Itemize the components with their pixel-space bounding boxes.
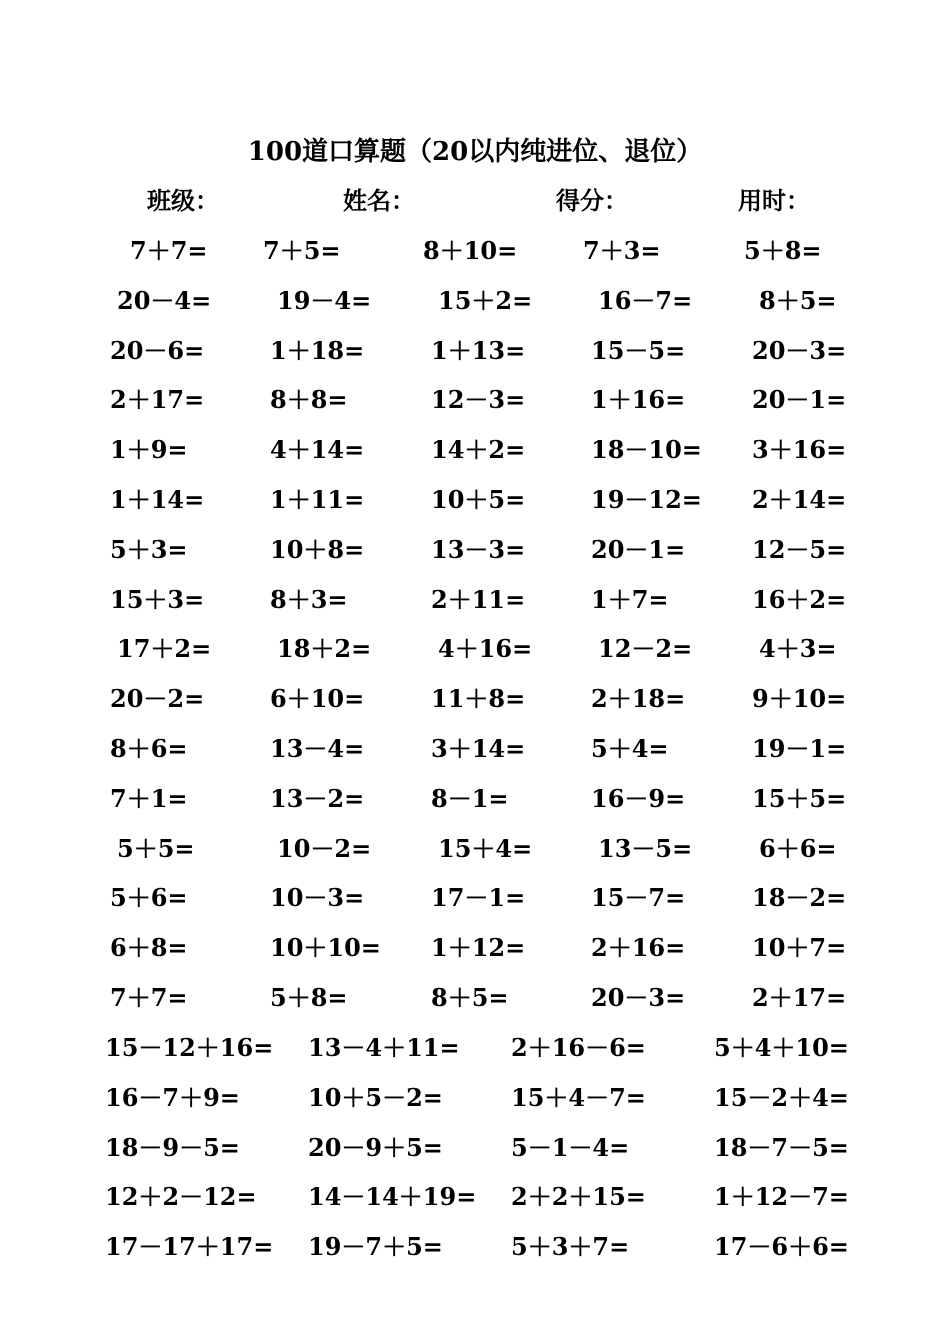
problem-item: 15－5= <box>591 335 686 365</box>
mixed-problem-item: 15－12＋16= <box>105 1033 274 1062</box>
problem-item: 8＋5= <box>431 983 509 1012</box>
problem-item: 4＋3= <box>759 634 837 664</box>
problem-item: 12－2= <box>598 634 693 664</box>
name-label: 姓名： <box>343 186 415 215</box>
problem-item: 5＋6= <box>110 883 188 913</box>
problem-item: 7＋7= <box>130 236 208 265</box>
problem-item: 3＋16= <box>752 435 847 465</box>
problem-item: 5＋4= <box>591 734 669 763</box>
mixed-problem-item: 17－6＋6= <box>714 1232 849 1262</box>
problem-item: 13－5= <box>598 833 693 863</box>
problem-item: 12－5= <box>752 534 847 564</box>
mixed-problem-item: 15－2＋4= <box>714 1082 849 1112</box>
mixed-problem-item: 20－9＋5= <box>308 1132 443 1162</box>
problem-item: 2＋17= <box>110 385 205 415</box>
problem-item: 10＋8= <box>270 534 365 564</box>
mixed-problem-item: 2＋16－6= <box>511 1033 646 1062</box>
worksheet-title: 100道口算题（20以内纯进位、退位） <box>247 137 703 167</box>
time-label: 用时： <box>738 186 810 215</box>
mixed-problem-item: 18－7－5= <box>714 1132 849 1162</box>
problem-item: 16－7= <box>598 285 693 315</box>
problem-item: 13－4= <box>270 734 365 763</box>
problem-item: 2＋18= <box>591 684 686 714</box>
problem-item: 6＋10= <box>270 684 365 714</box>
problem-item: 19－1= <box>752 734 847 763</box>
mixed-problem-item: 19－7＋5= <box>308 1232 443 1262</box>
mixed-problem-item: 10＋5－2= <box>308 1082 443 1112</box>
problem-item: 16＋2= <box>752 584 847 614</box>
mixed-problem-item: 5－1－4= <box>511 1132 630 1162</box>
problem-item: 1＋9= <box>110 435 188 465</box>
mixed-problem-item: 5＋3＋7= <box>511 1232 630 1262</box>
problem-item: 4＋14= <box>270 435 365 465</box>
problem-item: 5＋3= <box>110 534 188 564</box>
problem-item: 10－2= <box>277 833 372 863</box>
problem-item: 2＋17= <box>752 983 847 1012</box>
problem-item: 8＋5= <box>759 285 837 315</box>
problem-item: 6＋8= <box>110 933 188 963</box>
problem-item: 8＋6= <box>110 734 188 763</box>
problem-item: 18＋2= <box>277 634 372 664</box>
problem-item: 16－9= <box>591 783 686 813</box>
mixed-problem-item: 14－14＋19= <box>308 1182 477 1212</box>
problem-item: 7＋7= <box>110 983 188 1012</box>
problem-item: 1＋13= <box>431 335 526 365</box>
score-label: 得分： <box>556 186 628 215</box>
problem-item: 10＋10= <box>270 933 381 963</box>
problem-item: 8＋3= <box>270 584 348 614</box>
problem-item: 15－7= <box>591 883 686 913</box>
problem-item: 2＋16= <box>591 933 686 963</box>
problem-item: 6＋6= <box>759 833 837 863</box>
problem-item: 4＋16= <box>438 634 533 664</box>
problem-item: 17－1= <box>431 883 526 913</box>
problem-item: 20－2= <box>110 684 205 714</box>
problem-item: 13－2= <box>270 783 365 813</box>
problem-item: 10＋5= <box>431 485 526 514</box>
mixed-problem-item: 1＋12－7= <box>714 1182 849 1212</box>
mixed-problem-item: 16－7＋9= <box>105 1082 240 1112</box>
problem-item: 3＋14= <box>431 734 526 763</box>
problem-item: 5＋8= <box>270 983 348 1012</box>
mixed-problem-item: 15＋4－7= <box>511 1082 646 1112</box>
problem-item: 20－3= <box>591 983 686 1012</box>
problem-item: 15＋3= <box>110 584 205 614</box>
problem-item: 20－1= <box>752 385 847 415</box>
problem-item: 5＋5= <box>117 833 195 863</box>
mixed-problem-item: 17－17＋17= <box>105 1232 274 1262</box>
problem-item: 2＋14= <box>752 485 847 514</box>
problem-item: 10＋7= <box>752 933 847 963</box>
problem-item: 1＋16= <box>591 385 686 415</box>
problem-item: 15＋2= <box>438 285 533 315</box>
problem-item: 1＋12= <box>431 933 526 963</box>
problem-item: 9＋10= <box>752 684 847 714</box>
problem-item: 5＋8= <box>744 236 822 265</box>
mixed-problem-item: 18－9－5= <box>105 1132 240 1162</box>
problem-item: 8＋8= <box>270 385 348 415</box>
problem-item: 1＋18= <box>270 335 365 365</box>
problem-item: 15＋4= <box>438 833 533 863</box>
problem-item: 7＋3= <box>583 236 661 265</box>
problem-item: 1＋14= <box>110 485 205 514</box>
problem-item: 18－2= <box>752 883 847 913</box>
problem-item: 10－3= <box>270 883 365 913</box>
problem-item: 20－3= <box>752 335 847 365</box>
problem-item: 14＋2= <box>431 435 526 465</box>
problem-item: 8＋10= <box>423 236 518 265</box>
problem-item: 19－12= <box>591 485 702 514</box>
problem-item: 7＋5= <box>263 236 341 265</box>
problem-item: 19－4= <box>277 285 372 315</box>
mixed-problem-item: 2＋2＋15= <box>511 1182 646 1212</box>
mixed-problem-item: 12＋2－12= <box>105 1182 257 1212</box>
problem-item: 20－6= <box>110 335 205 365</box>
mixed-problem-item: 13－4＋11= <box>308 1033 460 1062</box>
class-label: 班级： <box>147 186 219 215</box>
problem-item: 13－3= <box>431 534 526 564</box>
problem-item: 7＋1= <box>110 783 188 813</box>
problem-item: 2＋11= <box>431 584 526 614</box>
problem-item: 18－10= <box>591 435 702 465</box>
problem-item: 12－3= <box>431 385 526 415</box>
problem-item: 8－1= <box>431 783 509 813</box>
problem-item: 15＋5= <box>752 783 847 813</box>
mixed-problem-item: 5＋4＋10= <box>714 1033 849 1062</box>
problem-item: 1＋11= <box>270 485 365 514</box>
problem-item: 17＋2= <box>117 634 212 664</box>
problem-item: 1＋7= <box>591 584 669 614</box>
problem-item: 20－4= <box>117 285 212 315</box>
problem-item: 20－1= <box>591 534 686 564</box>
problem-item: 11＋8= <box>431 684 526 714</box>
